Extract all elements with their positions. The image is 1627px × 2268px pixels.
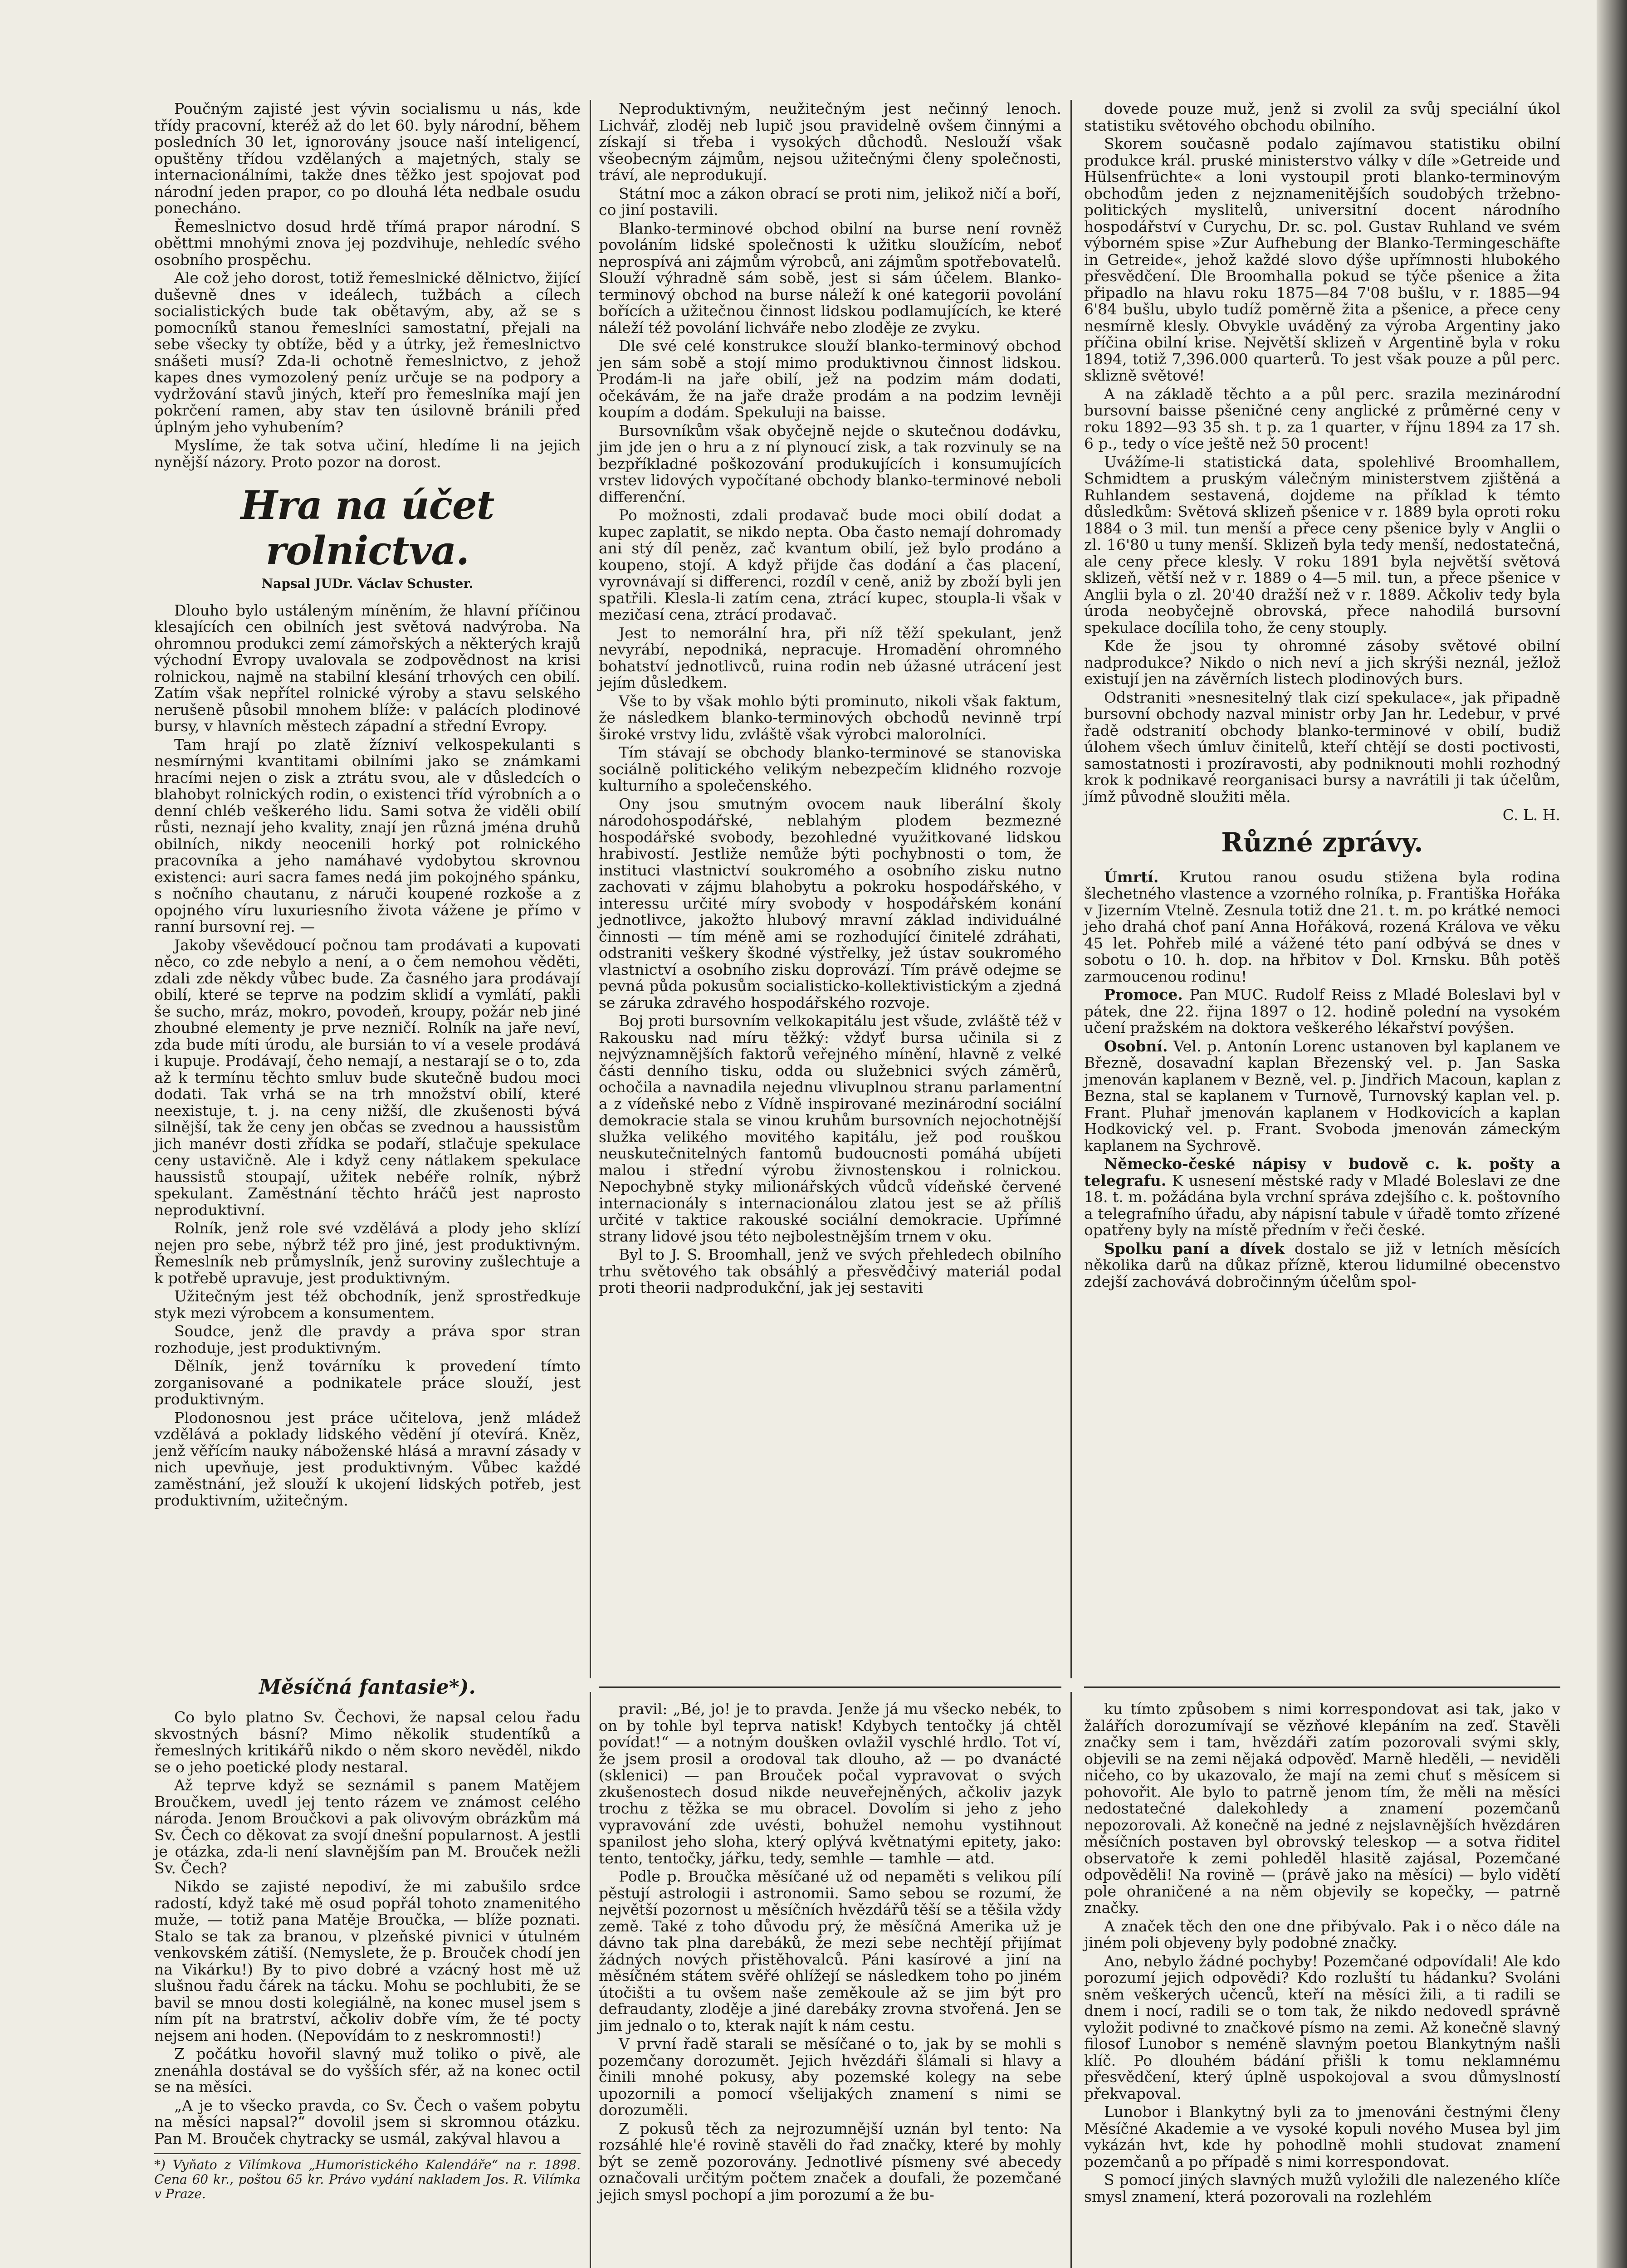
paragraph: Po možnosti, zdali prodavač bude moci obilí dodat a kupec zaplatit, se nikdo nepta. Oba často nemají dohromady ani stý díl peněz, zač kvantum obilí, jež bylo prodáno a koupeno, stojí. A když přijde čas dodání a čas placení, vyrovnávají si differenci, rozdíl v ceně, aniž by zboží byli jen spatřili. Klesla-li zatím cena, ztrácí kupec, stoupla-li však v mezičasí cena, ztrácí prodavač. xyxy=(599,506,1061,623)
news-item-text: Krutou ranou osudu stižena byla rodina šlechetného vlastence a vzorného rolníka, p. Františka Hořáka v Jizerním Vtelně. Zesnula totiž dne 21. t. m. po krátké nemoci jeho drahá choť paní Anna Hořáková, rozená Králova ve věku 45 let. Pohřeb milé a vážené této paní odbývá se dnes v sobotu o 10. h. dop. na hřbitov v Dol. Krnsku. Bůh potěš zarmoucenou rodinu! xyxy=(1084,868,1560,985)
paragraph: Dlouho bylo ustáleným míněním, že hlavní příčinou klesajících cen obilních jest světová nadvýroba. Na ohromnou produkci zemí zámořských a některých krajů východní Evropy uvalovala se zodpovědnost na krisi rolnickou, najmě na stabilní klesání trhových cen obilí. Zatím však nepřítel rolnické výroby a stavu selského nerušeně působil mnohem blíže: v palácích plodinové bursy, v hlavních městech západní a střední Evropy. xyxy=(154,601,581,735)
paragraph: Z pokusů těch za nejrozumnější uznán byl tento: Na rozsáhlé hle'é rovině stavěli do řad značky, které by mohly být se země pozorovány. Jednotlivé písmeny své abecedy označovali určitým počtem značek a doufali, že pozemčané jejich smysl pochopí a jim porozumí a že bu- xyxy=(599,2119,1061,2204)
section-rule xyxy=(1084,1686,1560,1688)
paragraph: Neproduktivným, neužitečným jest nečinný lenoch. Lichvář, zloděj neb lupič jsou pravidelně ovšem činnými a získají si třeba i vysokých důchodů. Neslouží však všeobecným zájmům, nejsou užitečnými členy společnosti, tráví, ale neprodukují. xyxy=(599,100,1061,184)
paragraph: Soudce, jenž dle pravdy a práva spor stran rozhoduje, jest produktivným. xyxy=(154,1322,581,1357)
paragraph: V první řadě starali se měsíčané o to, jak by se mohli s pozemčany dorozumět. Jejich hvězdáři šlámali si hlavy a činili mnohé pokusy, aby pozemské kolegy na sebe upozornili a pomocí všelijakých znamení s nimi se dorozuměli. xyxy=(599,2035,1061,2119)
paragraph: Jest to nemorální hra, při níž těží spekulant, jenž nevyrábí, nepodniká, nepracuje. Hromadění ohromného bohatství jednotlivců, ruina rodin neb úžasné utrácení jest jejím důsledkem. xyxy=(599,624,1061,691)
column-rule xyxy=(590,1692,591,2268)
paragraph: A značek těch den one dne přibývalo. Pak i o něco dále na jiném poli objeveny byly podobné značky. xyxy=(1084,1917,1560,1951)
article-byline: Napsal JUDr. Václav Schuster. xyxy=(261,576,474,591)
news-title: Různé zprávy. xyxy=(1221,826,1423,858)
paragraph: Tím stávají se obchody blanko-terminové se stanoviska sociálně politického velikým nebezpečím klidného rozvoje kulturního a společenského. xyxy=(599,743,1061,794)
paragraph: Boj proti bursovním velkokapitálu jest všude, zvláště též v Rakousku nad míru těžký: vždyť bursa učinila si z nejvýznamnějších faktorů veřejného mínění, hlavně z velké části denního tisku, odda ou služebnici svých záměrů, ochočila a navnadila nejednu vlivuplnou stranu parlamentní a z vídeňské nebo z Vídně inspirované mezinárodní sociální demokracie stala se vinou kruhům bursovních nejochotnější služka velikého movitého kapitálu, jež pod rouškou neuskutečnitelných fantomů budoucnosti pomáhá ubíjeti malou i střední výrobu živnostenskou i rolnickou. Nepochybně styky milionářských vůdců vídeňské červené internacionály s internacionálou zlatou jest se až příliš určité v taktice rakouské sociální demokracie. Upřímné strany lidové jsou této nejbolestnějším trnem v oku. xyxy=(599,1012,1061,1245)
section-rule xyxy=(599,1686,1061,1688)
news-item-lead: Spolku paní a dívek xyxy=(1104,1239,1285,1257)
paragraph: Tam hrají po zlatě žízniví velkospekulanti s nesmírnými kvantitami obilními jako se známkami hracími nejen o zisk a ztrátu svou, ale v důsledcích o blahobyt rolnických rodin, o existenci tříd výrobních a o denní chléb veškerého lidu. Sami sotva že viděli obilí růsti, neznají jeho kvality, znají jen různá jména druhů obilních, nikdy neocenili horký pot rolnického pracovníka a jeho namáhavé vydobytou skrovnou existenci: auri sacra fames nedá jim pokojného spánku, s nočního chautanu, z náruči koupené rozkoše a z opojného víru luxuriesního života vážene je přímo v ranní bursovní rej. — xyxy=(154,735,581,935)
paragraph: A na základě těchto a a půl perc. srazila mezinárodní bursovní baisse pšeničné ceny anglické z průměrné ceny v roku 1892—93 35 sh. t p. za 1 quarter, v říjnu 1894 za 17 sh. 6 p., tedy o více ještě než 50 procent! xyxy=(1084,385,1560,452)
paragraph: Uvážíme-li statistická data, spolehlivé Broomhallem, Schmidtem a pruským válečným ministerstvem zjištěná a Ruhlandem sestavená, dojdeme na příklad k témto důsledkům: Světová sklizeň pšenice v r. 1889 byla oproti roku 1884 o 3 mil. tun menší a přece ceny pšenice byly v Anglii o zl. 16'80 u tuny menší. Sklizeň byla tedy menší, nedostatečná, ale ceny přece klesly. V roku 1891 byla největší světová sklizeň, větší než v r. 1889 o 4—5 mil. tun, a přece pšenice v Anglii byla o zl. 20'40 dražší než v r. 1889. Ačkoliv tedy byla úroda neobyčejně obrovská, přece nahodilá bursovní spekulace docílila toho, že ceny stouply. xyxy=(1084,453,1560,636)
paragraph: Vše to by však mohlo býti prominuto, nikoli však faktum, že následkem blanko-terminových obchodů nevinně trpí široké vrstvy lidu, zvláště však výrobci malorolníci. xyxy=(599,692,1061,743)
column-rule xyxy=(1070,100,1072,1678)
paragraph: Poučným zajisté jest vývin socialismu u nás, kde třídy pracovní, kteréž až do let 60. byly národní, během posledních 30 let, ignorovány jsouce naší inteligencí, opuštěny třídou vzdělaných a majetných, staly se internacionálními, takže dnes těžko jest spojovat pod národní jeden prapor, co po dlouhá léta nedbale osudu ponecháno. xyxy=(154,100,581,217)
fantasy-conclusion xyxy=(1084,1701,1560,2205)
paragraph: pravil: „Bé, jo! je to pravda. Jenže já mu všecko nebék, to on by tohle byl teprva natisk! Kdybych tentočky já chtěl povídat!“ — a notným doušken ovlažil vyschlé hrdlo. Tot ví, že jsem prosil a orodoval tak dlouho, až — po dvanácté (sklenici) — pan Brouček počal vypravovat o svých zkušenostech dosud nikde neuveřejněných, ačkoliv jazyk trochu z těžka se mu obracel. Dovolím si jeho z jeho vypravování zde uvésti, bohužel nemohu vystihnout spanilost jeho sloha, který oplývá květnatými epitety, jako: tento, tentočky, jářku, tedy, semhle — tamhle — atd. xyxy=(599,1700,1061,1867)
paragraph: Kde že jsou ty ohromné zásoby světové obilní nadprodukce? Nikdo o nich neví a jich skrýši neznál, ježlož existují jen na závěrních listech plodinových burs. xyxy=(1084,637,1560,688)
paragraph: Řemeslnictvo dosud hrdě třímá prapor národní. S oběttmi mnohými znova jej pozdvihuje, nehledíc svého osobního prospěchu. xyxy=(154,217,581,269)
column-rule xyxy=(1070,1692,1072,2268)
news-list xyxy=(1084,869,1560,1290)
column-3-top xyxy=(1084,101,1560,1292)
footnote: *) Vyňato z Vilímkova „Humoristického Kalendáře“ na r. 1898. Cena 60 kr., poštou 65 kr. Právo vydání nakladem Jos. R. Vilímka v Praze. xyxy=(154,2153,581,2201)
paragraph: „A je to všecko pravda, co Sv. Čech o vašem pobytu na měsíci napsal?“ dovolil jsem si skromnou otázku. Pan M. Brouček chytracky se usmál, zakýval hlavou a xyxy=(154,2096,581,2147)
news-item-lead: Osobní. xyxy=(1104,1037,1168,1055)
fantasy-continuation xyxy=(599,1701,1061,2203)
news-item xyxy=(1084,987,1560,1036)
paragraph: Státní moc a zákon obrací se proti nim, jelikož ničí a boří, co jiní postavili. xyxy=(599,184,1061,219)
paragraph: Plodonosnou jest práce učitelova, jenž mládež vzdělává a poklady lidského vědění jí otevírá. Kněz, jenž věřícím nauky náboženské hlásá a mravní zásady v nich upevňuje, jest produktivným. Vůbec každé zaměstnání, jež slouží k ukojení lidských potřeb, jest produktivním, užitečným. xyxy=(154,1408,581,1509)
paragraph: Bursovníkům však obyčejně nejde o skutečnou dodávku, jim jde jen o hru a z ní plynoucí zisk, a tak rozvinuly se na bezpříkladné poškozování produkujících i konsumujících vrstev lidových vypočítané obchody blanko-terminové neboli differenční. xyxy=(599,421,1061,506)
news-item-text: K usnesení městské rady v Mladé Boleslavi ze dne 18. t. m. požádána byla vrchní správa zdejšího c. k. poštovního a telegrafního úřadu, aby nápisní tabule v úřadě tomto zřízené opatřeny byly na místě předním v řeči české. xyxy=(1084,1171,1560,1239)
paragraph: Skorem současně podalo zajímavou statistiku obilní produkce král. pruské ministerstvo války v díle »Getreide und Hülsenfrüchte« a loni vystoupil proti blanko-terminovým obchodům jeden z nejznamenitějších soudobých tržebno-politických myslitelů, universitní docent národního hospodářství v Curychu, Dr. sc. pol. Gustav Ruhland ve svém výborném spise »Zur Aufhebung der Blanko-Termingeschäfte in Getreide«, jehož každé slovo dýše upřímnosti hlubokého přesvědčení. Dle Broomhalla pokud se týče pšenice a žita připadlo na hlavu roku 1875—84 7'08 bušlu, v r. 1885—94 6'84 bušlu, ubylo tudíž poměrně žita a pšenice, a přece ceny nesmírně klesly. Obvykle uváděný za výroba Argentiny jako příčina obilní krise. Největší sklizeň v Argentině byla v roku 1894, totiž 7,396.000 quarterů. To jest však pouze a půl perc. sklizně světové! xyxy=(1084,135,1560,384)
paragraph: Nikdo se zajisté nepodiví, že mi zabušilo srdce radostí, když také mě osud popřál tohoto znamenitého muže, — totiž pana Matěje Broučka, — blíže poznati. Stalo se tak za branou, v plzeňské pivnici v útulném venkovském zátiší. (Nemyslete, že p. Brouček chodí jen na Vikárku!) By to pivo dobré a vzácný host mě už slušnou řadu čárek na tácku. Mohu se pochlubiti, že se bavil se mnou dosti kolegiálně, na konec musel jsem s ním pít na bratrství, ačkoliv dobře vím, že té pocty nejsem ani hoden. (Nepovídám to z neskromnosti!) xyxy=(154,1877,581,2044)
news-item-text: dostalo se již v letních měsících několika darů na důkaz přízně, kterou lidumilné obecenstvo zdejší zachovává dobročinným účelům spol- xyxy=(1084,1239,1560,1290)
paragraph: S pomocí jiných slavných mužů vyložili dle nalezeného klíče smysl znamení, která pozorovali na rozlehlém xyxy=(1084,2171,1560,2205)
news-item xyxy=(1084,1241,1560,1290)
column-1-bottom xyxy=(154,1669,581,2201)
paragraph: Lunobor i Blankytný byli za to jmenováni čestnými členy Měsíčné Akademie a ve vysoké kopuli nového Musea byl jim vykázán hvt, kde hy pohodlně mohli studovat znamení pozemčanů a po případě s nimi korrespondovat. xyxy=(1084,2103,1560,2170)
paragraph: Z počátku hovořil slavný muž toliko o pivě, ale znenáhla dostával se do vyšších sfér, až na konec octil se na měsíci. xyxy=(154,2045,581,2096)
column-2-bottom xyxy=(599,1701,1061,2205)
fantasy-story xyxy=(154,1709,581,2147)
article-signature: C. L. H. xyxy=(1502,806,1560,824)
column-3-bottom xyxy=(1084,1701,1560,2207)
news-item xyxy=(1084,1156,1560,1239)
news-item xyxy=(1084,1038,1560,1154)
column-rule xyxy=(590,100,591,1678)
news-item-lead: Promoce. xyxy=(1104,986,1183,1003)
news-item xyxy=(1084,869,1560,985)
poem-title: Měsíčná fantasie*). xyxy=(259,1676,476,1699)
paragraph: Myslíme, že tak sotva učiní, hledíme li na jejich nynější názory. Proto pozor na dorost. xyxy=(154,436,581,471)
paragraph: Jakoby vševědoucí počnou tam prodávati a kupovati něco, co zde nebylo a není, a o čem nemohou věděti, zdali zde někdy vůbec bude. Za časného jara prodávají obilí, které se teprve na podzim sklidí a vymlátí, pakli še sucho, mráz, mokro, povodeň, kroupy, požár neb jiné zhoubné elementy je prve nezničí. Rolník na jaře neví, zda bude míti úrodu, ale bursián to ví a vesele prodává i kupuje. Prodávají, čeho nemají, a nestarají se o to, zda až k termínu těchto smluv bude skutečně budou moci dodati. Tak vrhá se na trh množství obilí, které neexistuje, t. j. na ceny nižší, dle zkušenosti bývá silnější, tak že ceny jen občas se zvednou a haussistům jich manévr dosti zřídka se podaří, stlačuje spekulace ceny ustavičně. Ale i když ceny nátlakem spekulace haussistů stoupají, užitek nebéře rolník, nýbrž spekulant. Zaměstnání těchto hráčů jest naprosto neproduktivní. xyxy=(154,936,581,1219)
paragraph: Užitečným jest též obchodník, jenž sprostředkuje styk mezi výrobcem a konsumentem. xyxy=(154,1287,581,1322)
paragraph: Podle p. Broučka měsíčané už od nepaměti s velikou pílí pěstují astrologii i astronomii. Samo sebou se rozumí, že největší pozornost u měsíčních hvězdářů těší se a těšila vždy země. Také z toho důvodu prý, že měsíčná Amerika už je dávno tak plna darebáků, že mezi sebe nechtějí přijímat žádných nových přistěhovalců. Páni kasírové a jiní na měsíčném státem svěřé ohlížejí se následkem toho po jiném útočišti a tu ovšem naše zeměkoule až se jim být pro defraudanty, zloděje a jiné darebáky zrovna stvořená. Jen se jim jednalo o to, kterak najít k nám cestu. xyxy=(599,1867,1061,2034)
column-1-top xyxy=(154,101,581,1511)
paragraph: Ony jsou smutným ovocem nauk liberální školy národohospodářské, neblahým plodem bezmezné hospodářské svobody, bezohledné využitkované lidskou hrabivostí. Jestliže nemůže býti pochybnosti o tom, že instituci vlastnictví soukromého a osobního zisku nutno zachovati v zájmu blahobytu a pokroku hospodářského, v interessu určité míry svobody v hospodářském konání jednotlivce, jakožto hlubový mravní základ individuálné činnosti — tím méně ami se rozhodující činitelé zdráhati, odstraniti veškery škodné výstřelky, jež ústav soukromého vlastnictví a osobního zisku doprovází. Tím právě odejme se pevná půda pokusům socialisticko-kollektivistickým a zjedná se záruka zdravého hospodářského rozvoje. xyxy=(599,795,1061,1012)
paragraph: Rolník, jenž role své vzdělává a plody jeho sklízí nejen pro sebe, nýbrž též pro jiné, jest produktivným. Řemeslník neb průmyslník, jenž suroviny zušlechtuje a k potřebě upravuje, jest produktivným. xyxy=(154,1219,581,1287)
article-continuation xyxy=(599,101,1061,1296)
paragraph: Ano, nebylo žádné pochyby! Pozemčané odpovídali! Ale kdo porozumí jejich odpovědi? Kdo rozluští tu hádanku? Svoláni sněm veškerých učenců, kteří na měsíci žili, a ti radili se dnem i nocí, radili se o tom tak, že nikdo nedovedl správně vyložit podivné to značkové písmo na zemi. Až konečně slavný filosof Lunobor s neméně slavným poetou Blankytným našli klíč. Po dlouhém bádání přišli k tomu neklamnému přesvědčení, který úplně uspokojoval a svou důmyslností překvapoval. xyxy=(1084,1952,1560,2102)
article-title: Hra na účet rolnictva. xyxy=(240,483,494,574)
column-2-top xyxy=(599,101,1061,1298)
paragraph: Až teprve když se seznámil s panem Matějem Broučkem, uvedl jej tento rázem ve známost celého národa. Jenom Broučkovi a pak olivovým obrázkům má Sv. Čech co děkovat za svojí dnešní popularnost. A jestli je otázka, zda-li není slavnějším pan M. Brouček nežli Sv. Čech? xyxy=(154,1776,581,1877)
paragraph: Odstraniti »nesnesitelný tlak cizí spekulace«, jak připadně bursovní obchody nazval ministr orby Jan hr. Ledebur, v prvé řadě odstranití obchody blanko-terminové v obilí, budiž úlohem všech úmluv činitelů, kteří chtějí se dosti poctivosti, samostatnosti i prozíravosti, aby podniknouti mohli rozhodný krok k podnikavé reorganisaci bursy a navrátili ji tak účelům, jímž původně sloužiti měla. xyxy=(1084,688,1560,806)
paragraph: Dle své celé konstrukce slouží blanko-terminový obchod jen sám sobě a stojí mimo produktivnou činnost lidskou. Prodám-li na jaře obilí, jež na podzim mám dodati, očekávám, že na jaře draže prodám a na podzim levněji koupím a dodám. Spekuluji na baisse. xyxy=(599,337,1061,421)
article-conclusion xyxy=(1084,101,1560,805)
news-item-text: Vel. p. Antonín Lorenc ustanoven byl kaplanem ve Březně, dosavadní kaplan Březenský vel. p. Jan Saska jmenován kaplanem v Bezně, vel. p. Jindřich Macoun, kaplan z Bezna, stal se kaplanem v Turnově, Turnovský kaplan vel. p. Frant. Pluhař jmenován kaplanem v Hodkovicích a kaplan Hodkovický vel. p. Frant. Svoboda jmenován zámeckým kaplanem na Sychrově. xyxy=(1084,1037,1560,1154)
socialism-article xyxy=(154,101,581,470)
paragraph: Co bylo platno Sv. Čechovi, že napsal celou řadu skvostných básní? Mimo několik studentíků a řemeslných kritikářů nikdo o něm skoro nevěděl, nikdo se o jeho poetické plody nestaral. xyxy=(154,1708,581,1776)
news-item-lead: Německo-české nápisy v budově c. k. pošty a telegrafu. xyxy=(1084,1155,1560,1189)
paragraph: Ale což jeho dorost, totiž řemeslnické dělnictvo, žijící duševně dnes v ideálech, tužbách a cílech socialistických bude tak obětavým, aby, až se s pomocníků stanou řemeslníci samostatní, přejali na sebe všecky ty obtíže, běd y a útrky, jež řemeslnictvo snášeti musí? Zda-li ochotně řemeslnictvo, z jehož kapes dnes vymozolený peníz určuje se na podpory a vydržování stavů jiných, kteří pro řemeslníka mají jen pokrčení ramen, aby stav ten úsilovně bránili před úplným jeho vyhubením? xyxy=(154,269,581,436)
paragraph: Dělník, jenž továrníku k provedení tímto zorganisované a podnikatele práce slouží, jest produktivným. xyxy=(154,1357,581,1408)
paragraph: ku tímto způsobem s nimi korrespondovat asi tak, jako v žalářích dorozumívají se vězňové klepáním na zeď. Stavěli značky sem i tam, hvězdáři zatím pozorovali svými skly, objevili se na zemi nějaká odpověď. Marně hleděli, — neviděli ničeho, co by ukazovalo, že mají na zemi chuť s měsícem si pohovořit. Ale bylo to patrně jenom tím, že měli na měsíci nedostatečné dalekohledy a znamení pozemčanů nepozorovali. Až konečně na jedné z nejslavnějších hvězdáren měsíčních postaven byl obrovský teleskop — a sotva řiditel observatoře k zemi pohleděl hlasitě zajásal, Pozemčané odpověděli! Na rovině — (právě jako na měsíci) — bylo vidětí pole ohraničené a na něm objevily se kopečky, — patrně značky. xyxy=(1084,1700,1560,1916)
paragraph: Blanko-terminové obchod obilní na burse není rovněž povoláním lidské společnosti k užitku sloužícím, neboť neprospívá ani zájmům výrobců, ani zájmům spotřebovatelů. Slouží výhradně sám sobě, jest si sám účelem. Blanko-terminový obchod na burse náleží k oné kategorii povolání bořících a užitečnou činnost lidskou podlamujících, ke které náleží též povolání lichváře nebo zloděje ze zvyku. xyxy=(599,219,1061,337)
paragraph: Byl to J. S. Broomhall, jenž ve svých přehledech obilního trhu světového tak obsáhlý a přesvědčivý materiál podal proti theorii nadprodukční, jak jej sestaviti xyxy=(599,1246,1061,1296)
page-edge-shadow xyxy=(1597,0,1627,2268)
news-item-lead: Úmrtí. xyxy=(1104,868,1159,886)
article-body xyxy=(154,602,581,1509)
news-item-text: Pan MUC. Rudolf Reiss z Mladé Boleslavi byl v pátek, dne 22. řijna 1897 o 12. hodině polední na vysokém učení pražském na doktora veškerého lékařství povýšen. xyxy=(1084,986,1560,1036)
paragraph: dovede pouze muž, jenž si zvolil za svůj speciální úkol statistiku světového obchodu obilního. xyxy=(1084,100,1560,134)
